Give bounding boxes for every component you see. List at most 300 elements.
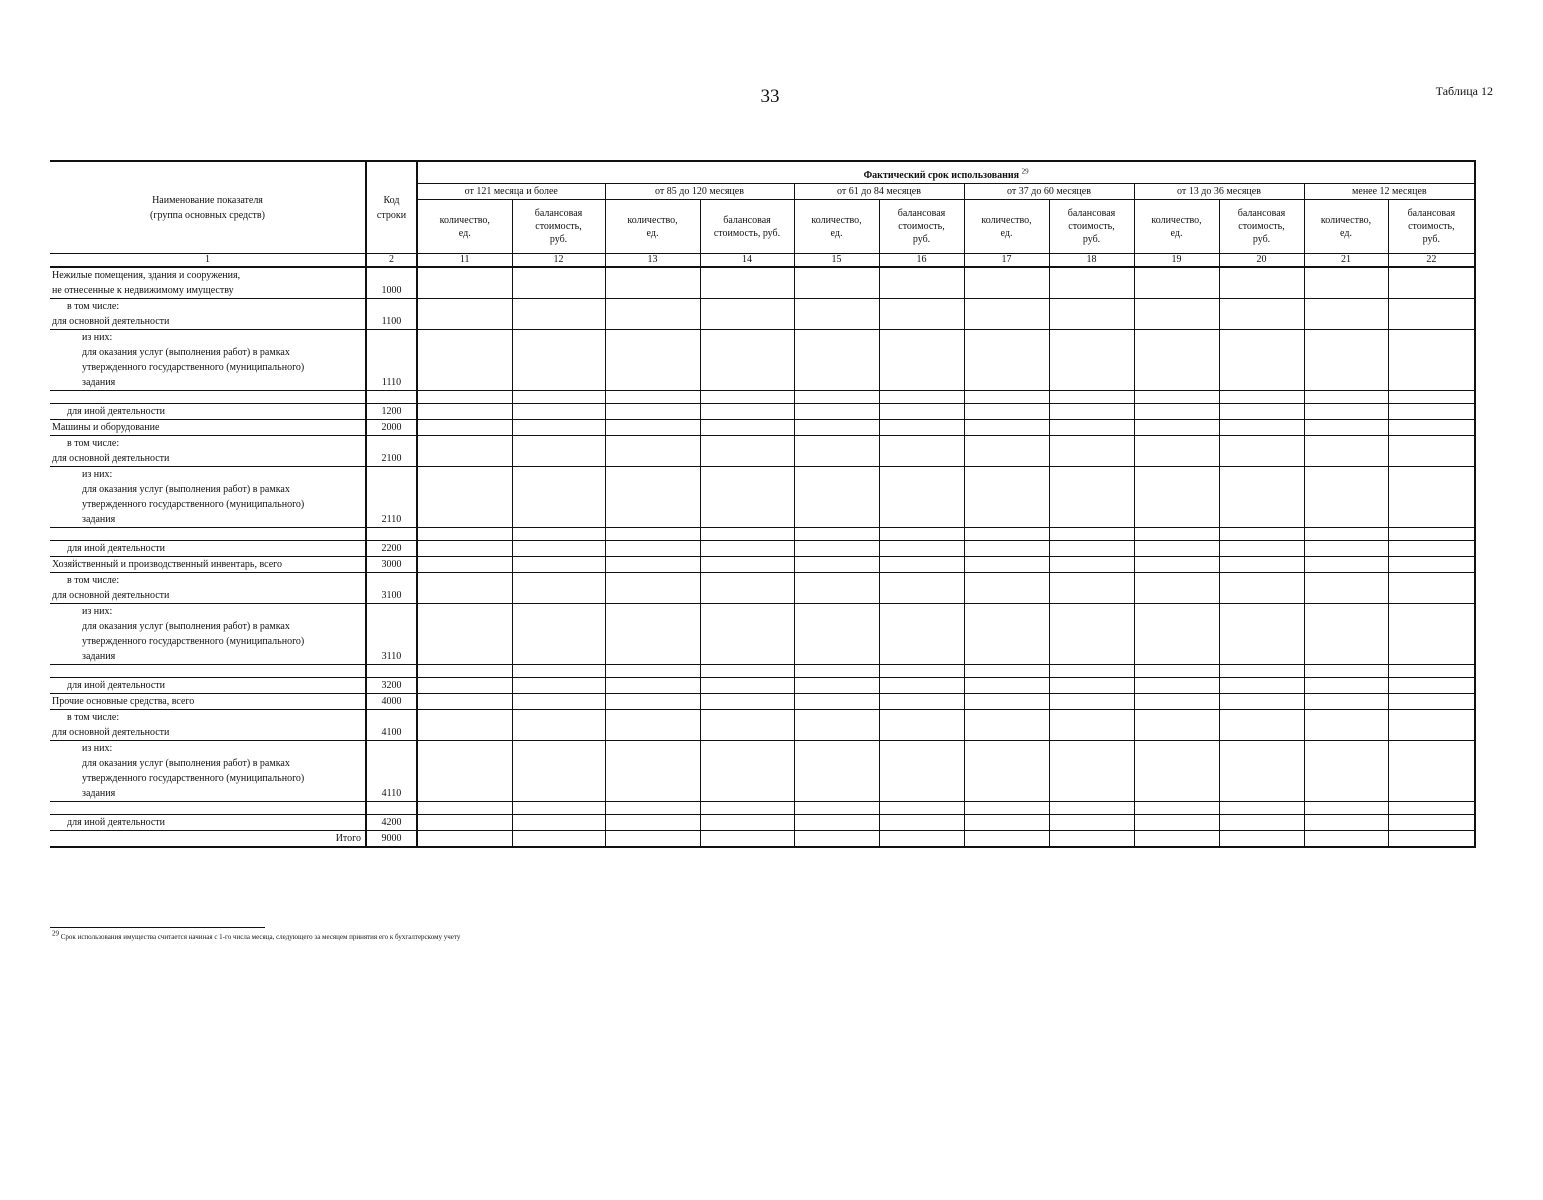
value-cell[interactable] <box>964 436 1049 467</box>
value-cell[interactable] <box>1304 678 1388 694</box>
value-cell[interactable] <box>1134 557 1219 573</box>
period-group-header: от 85 до 120 месяцев <box>605 184 794 200</box>
value-cell[interactable] <box>1134 741 1219 802</box>
table-row <box>50 678 1475 694</box>
value-cell[interactable] <box>1219 436 1304 467</box>
row-name: Нежилые помещения, здания и сооружения, не отнесенные к недвижимому имуществу <box>50 267 366 299</box>
row-name: для иной деятельности <box>50 404 366 420</box>
value-cell[interactable] <box>512 299 605 330</box>
value-cell[interactable] <box>512 678 605 694</box>
column-number-row <box>50 254 1475 268</box>
value-cell[interactable] <box>512 330 605 391</box>
row-code: 3000 <box>366 557 417 573</box>
value-cell[interactable] <box>700 831 794 848</box>
value-cell[interactable] <box>794 467 879 528</box>
table-row <box>50 467 1475 528</box>
column-number: 19 <box>1134 254 1219 268</box>
balance-value-header: балансовая стоимость, руб. <box>879 200 964 254</box>
value-cell[interactable] <box>1388 831 1475 848</box>
value-cell[interactable] <box>417 467 512 528</box>
quantity-header: количество, ед. <box>1304 200 1388 254</box>
period-group-header: от 37 до 60 месяцев <box>964 184 1134 200</box>
value-cell[interactable] <box>964 467 1049 528</box>
value-cell[interactable] <box>417 557 512 573</box>
value-cell[interactable] <box>605 436 700 467</box>
value-cell[interactable] <box>964 815 1049 831</box>
value-cell[interactable] <box>964 299 1049 330</box>
value-cell[interactable] <box>1219 815 1304 831</box>
footnote <box>52 929 461 941</box>
value-cell[interactable] <box>1219 741 1304 802</box>
value-cell[interactable] <box>1219 694 1304 710</box>
value-cell[interactable] <box>605 420 700 436</box>
value-cell[interactable] <box>1388 710 1475 741</box>
value-cell[interactable] <box>417 741 512 802</box>
value-cell[interactable] <box>700 678 794 694</box>
value-cell[interactable] <box>417 831 512 848</box>
value-cell[interactable] <box>1388 330 1475 391</box>
row-code: 2000 <box>366 420 417 436</box>
row-name: Прочие основные средства, всего <box>50 694 366 710</box>
row-code: 3110 <box>366 604 417 665</box>
value-cell[interactable] <box>512 573 605 604</box>
fixed-assets-table <box>50 160 1476 848</box>
value-cell[interactable] <box>1304 694 1388 710</box>
row-code: 2100 <box>366 436 417 467</box>
value-cell[interactable] <box>1304 404 1388 420</box>
period-group-header: менее 12 месяцев <box>1304 184 1475 200</box>
footnote-mark: 29 <box>52 929 59 938</box>
value-cell[interactable] <box>964 710 1049 741</box>
row-name: в том числе: для основной деятельности <box>50 436 366 467</box>
usage-period-header: Фактический срок использования $^{29}$ <box>417 161 1475 184</box>
value-cell[interactable] <box>417 573 512 604</box>
value-cell[interactable] <box>1134 710 1219 741</box>
value-cell[interactable] <box>512 604 605 665</box>
value-cell[interactable] <box>417 267 512 299</box>
value-cell[interactable] <box>794 573 879 604</box>
value-cell[interactable] <box>700 573 794 604</box>
value-cell[interactable] <box>417 404 512 420</box>
value-cell[interactable] <box>964 694 1049 710</box>
column-number: 20 <box>1219 254 1304 268</box>
value-cell[interactable] <box>605 678 700 694</box>
total-code: 9000 <box>366 831 417 848</box>
value-cell[interactable] <box>1219 557 1304 573</box>
value-cell[interactable] <box>512 710 605 741</box>
quantity-header: количество, ед. <box>605 200 700 254</box>
value-cell[interactable] <box>605 467 700 528</box>
value-cell[interactable] <box>1219 467 1304 528</box>
table-row <box>50 330 1475 391</box>
row-name: Хозяйственный и производственный инвентарь, всего <box>50 557 366 573</box>
value-cell[interactable] <box>1134 299 1219 330</box>
balance-value-header: балансовая стоимость, руб. <box>512 200 605 254</box>
value-cell[interactable] <box>964 604 1049 665</box>
value-cell[interactable] <box>1134 573 1219 604</box>
value-cell[interactable] <box>1304 420 1388 436</box>
value-cell[interactable] <box>1049 404 1134 420</box>
value-cell[interactable] <box>1049 267 1134 299</box>
row-name: из них: для оказания услуг (выполнения работ) в рамках утвержденного государственного (муниципального) задания <box>50 741 366 802</box>
value-cell[interactable] <box>1134 467 1219 528</box>
value-cell[interactable] <box>964 267 1049 299</box>
row-code: 1110 <box>366 330 417 391</box>
value-cell[interactable] <box>964 404 1049 420</box>
value-cell[interactable] <box>794 678 879 694</box>
value-cell[interactable] <box>512 557 605 573</box>
value-cell[interactable] <box>700 741 794 802</box>
value-cell[interactable] <box>1219 604 1304 665</box>
value-cell[interactable] <box>417 694 512 710</box>
value-cell[interactable] <box>605 557 700 573</box>
value-cell[interactable] <box>794 541 879 557</box>
row-code: 4110 <box>366 741 417 802</box>
value-cell[interactable] <box>794 831 879 848</box>
value-cell[interactable] <box>1134 604 1219 665</box>
row-code: 4100 <box>366 710 417 741</box>
value-cell[interactable] <box>700 694 794 710</box>
value-cell[interactable] <box>794 815 879 831</box>
column-number: 14 <box>700 254 794 268</box>
value-cell[interactable] <box>1049 541 1134 557</box>
column-number: 18 <box>1049 254 1134 268</box>
row-name: из них: для оказания услуг (выполнения работ) в рамках утвержденного государственного (муниципального) задания <box>50 604 366 665</box>
value-cell[interactable] <box>1134 694 1219 710</box>
value-cell[interactable] <box>1049 420 1134 436</box>
value-cell[interactable] <box>964 741 1049 802</box>
table-row <box>50 267 1475 299</box>
value-cell[interactable] <box>964 573 1049 604</box>
value-cell[interactable] <box>1219 678 1304 694</box>
value-cell[interactable] <box>512 267 605 299</box>
value-cell[interactable] <box>700 815 794 831</box>
value-cell[interactable] <box>700 267 794 299</box>
value-cell[interactable] <box>417 420 512 436</box>
value-cell[interactable] <box>417 436 512 467</box>
row-code: 1200 <box>366 404 417 420</box>
value-cell[interactable] <box>1049 815 1134 831</box>
column-number: 12 <box>512 254 605 268</box>
value-cell[interactable] <box>417 710 512 741</box>
value-cell[interactable] <box>1049 330 1134 391</box>
value-cell[interactable] <box>879 741 964 802</box>
column-number: 22 <box>1388 254 1475 268</box>
value-cell[interactable] <box>1049 573 1134 604</box>
value-cell[interactable] <box>879 694 964 710</box>
value-cell[interactable] <box>964 541 1049 557</box>
value-cell[interactable] <box>1304 831 1388 848</box>
value-cell[interactable] <box>879 404 964 420</box>
value-cell[interactable] <box>1304 330 1388 391</box>
row-name: Машины и оборудование <box>50 420 366 436</box>
value-cell[interactable] <box>1049 741 1134 802</box>
row-code: 2200 <box>366 541 417 557</box>
value-cell[interactable] <box>879 573 964 604</box>
value-cell[interactable] <box>605 710 700 741</box>
value-cell[interactable] <box>879 330 964 391</box>
column-number: 21 <box>1304 254 1388 268</box>
value-cell[interactable] <box>1388 815 1475 831</box>
spacer-row <box>50 665 1475 678</box>
row-name: из них: для оказания услуг (выполнения работ) в рамках утвержденного государственного (муниципального) задания <box>50 330 366 391</box>
value-cell[interactable] <box>1219 573 1304 604</box>
value-cell[interactable] <box>1388 604 1475 665</box>
value-cell[interactable] <box>1219 420 1304 436</box>
column-number: 2 <box>366 254 417 268</box>
value-cell[interactable] <box>1134 436 1219 467</box>
value-cell[interactable] <box>605 404 700 420</box>
value-cell[interactable] <box>794 710 879 741</box>
value-cell[interactable] <box>605 541 700 557</box>
value-cell[interactable] <box>700 604 794 665</box>
table-row <box>50 541 1475 557</box>
value-cell[interactable] <box>1049 467 1134 528</box>
value-cell[interactable] <box>879 541 964 557</box>
value-cell[interactable] <box>794 557 879 573</box>
value-cell[interactable] <box>512 467 605 528</box>
value-cell[interactable] <box>964 678 1049 694</box>
value-cell[interactable] <box>1134 420 1219 436</box>
row-name: в том числе: для основной деятельности <box>50 299 366 330</box>
page-number: 33 <box>760 86 780 107</box>
value-cell[interactable] <box>1134 541 1219 557</box>
row-code: 3200 <box>366 678 417 694</box>
value-cell[interactable] <box>512 541 605 557</box>
spacer-row <box>50 528 1475 541</box>
value-cell[interactable] <box>879 420 964 436</box>
value-cell[interactable] <box>605 604 700 665</box>
quantity-header: количество, ед. <box>1134 200 1219 254</box>
table-header <box>50 161 1475 267</box>
value-cell[interactable] <box>700 710 794 741</box>
value-cell[interactable] <box>794 694 879 710</box>
value-cell[interactable] <box>605 267 700 299</box>
value-cell[interactable] <box>1388 436 1475 467</box>
balance-value-header: балансовая стоимость, руб. <box>1219 200 1304 254</box>
value-cell[interactable] <box>417 678 512 694</box>
value-cell[interactable] <box>417 604 512 665</box>
value-cell[interactable] <box>1134 330 1219 391</box>
value-cell[interactable] <box>1388 557 1475 573</box>
table-body <box>50 267 1475 847</box>
value-cell[interactable] <box>1219 299 1304 330</box>
value-cell[interactable] <box>512 420 605 436</box>
value-cell[interactable] <box>1304 710 1388 741</box>
value-cell[interactable] <box>700 404 794 420</box>
value-cell[interactable] <box>794 604 879 665</box>
value-cell[interactable] <box>605 741 700 802</box>
value-cell[interactable] <box>964 420 1049 436</box>
value-cell[interactable] <box>964 557 1049 573</box>
value-cell[interactable] <box>1049 436 1134 467</box>
value-cell[interactable] <box>1388 678 1475 694</box>
value-cell[interactable] <box>700 557 794 573</box>
value-cell[interactable] <box>879 678 964 694</box>
footnote-divider <box>50 927 265 928</box>
value-cell[interactable] <box>1304 541 1388 557</box>
value-cell[interactable] <box>1304 604 1388 665</box>
value-cell[interactable] <box>512 436 605 467</box>
value-cell[interactable] <box>700 330 794 391</box>
value-cell[interactable] <box>1134 267 1219 299</box>
value-cell[interactable] <box>794 330 879 391</box>
value-cell[interactable] <box>512 404 605 420</box>
row-code: 4000 <box>366 694 417 710</box>
value-cell[interactable] <box>879 467 964 528</box>
column-number: 16 <box>879 254 964 268</box>
value-cell[interactable] <box>879 604 964 665</box>
value-cell[interactable] <box>700 541 794 557</box>
value-cell[interactable] <box>1134 815 1219 831</box>
value-cell[interactable] <box>1304 741 1388 802</box>
value-cell[interactable] <box>1219 541 1304 557</box>
value-cell[interactable] <box>794 741 879 802</box>
balance-value-header: балансовая стоимость, руб. <box>700 200 794 254</box>
value-cell[interactable] <box>1134 404 1219 420</box>
table-row <box>50 741 1475 802</box>
value-cell[interactable] <box>1388 741 1475 802</box>
value-cell[interactable] <box>794 436 879 467</box>
value-cell[interactable] <box>1388 420 1475 436</box>
table-row <box>50 420 1475 436</box>
value-cell[interactable] <box>879 436 964 467</box>
value-cell[interactable] <box>1219 267 1304 299</box>
value-cell[interactable] <box>417 299 512 330</box>
row-code: 3100 <box>366 573 417 604</box>
value-cell[interactable] <box>417 330 512 391</box>
value-cell[interactable] <box>417 815 512 831</box>
value-cell[interactable] <box>879 815 964 831</box>
period-group-header: от 13 до 36 месяцев <box>1134 184 1304 200</box>
value-cell[interactable] <box>1219 330 1304 391</box>
value-cell[interactable] <box>1049 694 1134 710</box>
value-cell[interactable] <box>1134 831 1219 848</box>
value-cell[interactable] <box>964 831 1049 848</box>
value-cell[interactable] <box>964 330 1049 391</box>
value-cell[interactable] <box>1049 678 1134 694</box>
row-code: 1000 <box>366 267 417 299</box>
value-cell[interactable] <box>1304 467 1388 528</box>
value-cell[interactable] <box>1304 436 1388 467</box>
value-cell[interactable] <box>605 694 700 710</box>
period-group-header: от 61 до 84 месяцев <box>794 184 964 200</box>
value-cell[interactable] <box>512 694 605 710</box>
indicator-name-header: Наименование показателя (группа основных средств) <box>50 161 366 254</box>
row-code: 2110 <box>366 467 417 528</box>
balance-value-header: балансовая стоимость, руб. <box>1388 200 1475 254</box>
value-cell[interactable] <box>1388 299 1475 330</box>
value-cell[interactable] <box>794 299 879 330</box>
table-row <box>50 604 1475 665</box>
column-number: 11 <box>417 254 512 268</box>
quantity-header: количество, ед. <box>964 200 1049 254</box>
value-cell[interactable] <box>605 573 700 604</box>
value-cell[interactable] <box>1049 604 1134 665</box>
value-cell[interactable] <box>1049 299 1134 330</box>
row-name: в том числе: для основной деятельности <box>50 710 366 741</box>
value-cell[interactable] <box>1304 815 1388 831</box>
table-row <box>50 694 1475 710</box>
value-cell[interactable] <box>1219 710 1304 741</box>
value-cell[interactable] <box>1304 299 1388 330</box>
table-row <box>50 710 1475 741</box>
footnote-text: Срок использования имущества считается начиная с 1-го числа месяца, следующего за месяцем принятия его к бухгалтерскому учету <box>60 933 461 941</box>
table-row <box>50 299 1475 330</box>
value-cell[interactable] <box>879 267 964 299</box>
value-cell[interactable] <box>794 420 879 436</box>
value-cell[interactable] <box>700 436 794 467</box>
table-row <box>50 815 1475 831</box>
value-cell[interactable] <box>1388 694 1475 710</box>
value-cell[interactable] <box>794 404 879 420</box>
value-cell[interactable] <box>1049 831 1134 848</box>
value-cell[interactable] <box>1219 831 1304 848</box>
value-cell[interactable] <box>1388 541 1475 557</box>
value-cell[interactable] <box>700 467 794 528</box>
balance-value-header: балансовая стоимость, руб. <box>1049 200 1134 254</box>
row-name: для иной деятельности <box>50 678 366 694</box>
value-cell[interactable] <box>879 557 964 573</box>
column-number: 17 <box>964 254 1049 268</box>
value-cell[interactable] <box>417 541 512 557</box>
value-cell[interactable] <box>1388 267 1475 299</box>
table-label: Таблица 12 <box>1435 84 1493 98</box>
period-group-header: от 121 месяца и более <box>417 184 605 200</box>
column-number: 15 <box>794 254 879 268</box>
value-cell[interactable] <box>1134 678 1219 694</box>
value-cell[interactable] <box>605 815 700 831</box>
row-name: в том числе: для основной деятельности <box>50 573 366 604</box>
table-row <box>50 404 1475 420</box>
value-cell[interactable] <box>1304 573 1388 604</box>
value-cell[interactable] <box>794 267 879 299</box>
value-cell[interactable] <box>512 831 605 848</box>
value-cell[interactable] <box>700 299 794 330</box>
value-cell[interactable] <box>1388 573 1475 604</box>
row-name: из них: для оказания услуг (выполнения работ) в рамках утвержденного государственного (муниципального) задания <box>50 467 366 528</box>
row-name: для иной деятельности <box>50 815 366 831</box>
row-name: для иной деятельности <box>50 541 366 557</box>
value-cell[interactable] <box>1219 404 1304 420</box>
value-cell[interactable] <box>879 710 964 741</box>
value-cell[interactable] <box>605 299 700 330</box>
value-cell[interactable] <box>1388 467 1475 528</box>
value-cell[interactable] <box>1388 404 1475 420</box>
quantity-header: количество, ед. <box>417 200 512 254</box>
table-row <box>50 573 1475 604</box>
value-cell[interactable] <box>512 741 605 802</box>
column-number: 13 <box>605 254 700 268</box>
row-code: 1100 <box>366 299 417 330</box>
table-row <box>50 436 1475 467</box>
value-cell[interactable] <box>1049 557 1134 573</box>
value-cell[interactable] <box>512 815 605 831</box>
total-row <box>50 831 1475 848</box>
row-code: 4200 <box>366 815 417 831</box>
value-cell[interactable] <box>879 831 964 848</box>
row-code-header: Код строки <box>366 161 417 254</box>
value-cell[interactable] <box>605 831 700 848</box>
column-number: 1 <box>50 254 366 268</box>
value-cell[interactable] <box>1304 557 1388 573</box>
value-cell[interactable] <box>700 420 794 436</box>
value-cell[interactable] <box>1304 267 1388 299</box>
value-cell[interactable] <box>605 330 700 391</box>
value-cell[interactable] <box>1049 710 1134 741</box>
value-cell[interactable] <box>879 299 964 330</box>
spacer-row <box>50 802 1475 815</box>
